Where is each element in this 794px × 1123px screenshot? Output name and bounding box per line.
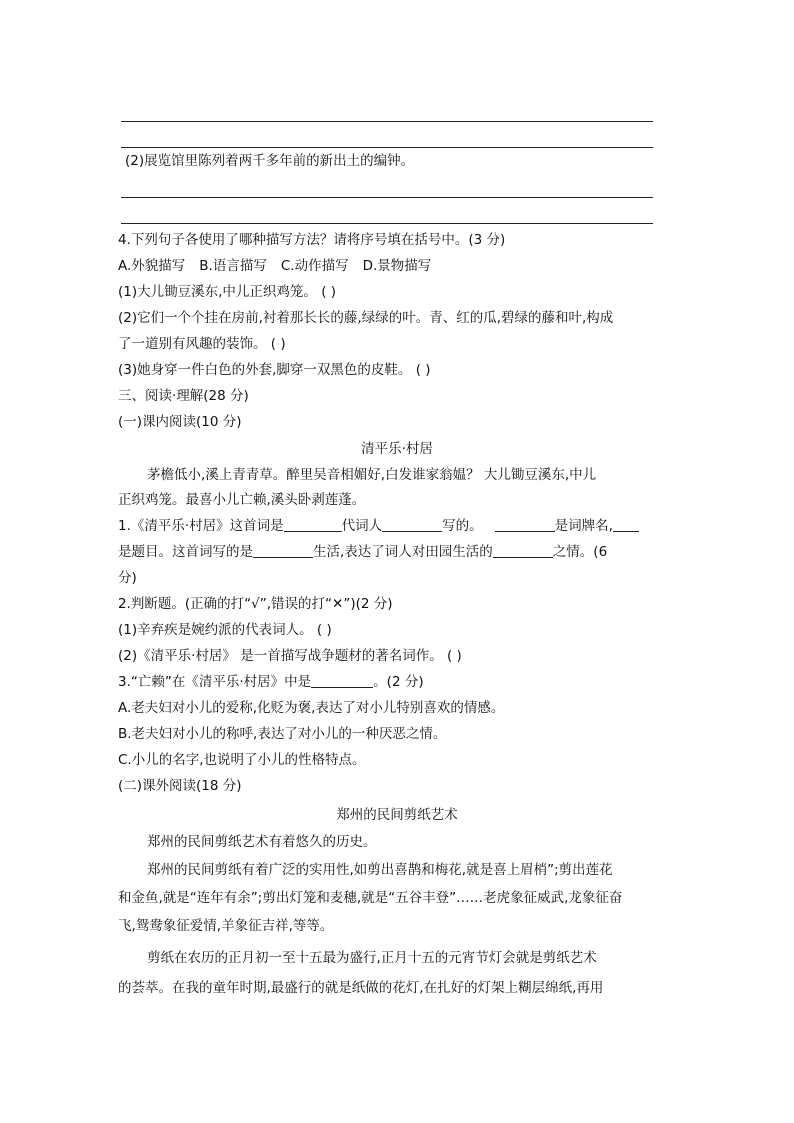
answer-line[interactable] bbox=[121, 121, 653, 122]
option-a[interactable]: A.老夫妇对小儿的爱称,化贬为褒,表达了对小儿特别喜欢的情感。 bbox=[118, 700, 505, 716]
question-1 bbox=[118, 516, 639, 536]
blank[interactable] bbox=[253, 543, 313, 558]
option-c[interactable]: C.小儿的名字,也说明了小儿的性格特点。 bbox=[118, 752, 366, 768]
question-1-text: 是题目。这首词写的是 bbox=[118, 544, 253, 560]
question-3-text: 3.“亡赖”在《清平乐·村居》中是 bbox=[118, 674, 312, 690]
part-heading: (二)课外阅读(18 分) bbox=[118, 778, 242, 794]
answer-line[interactable] bbox=[121, 223, 653, 224]
article-paragraph: 郑州的民间剪纸艺术有着悠久的历史。 bbox=[147, 834, 377, 850]
article-title: 郑州的民间剪纸艺术 bbox=[336, 807, 458, 823]
answer-line[interactable] bbox=[121, 197, 653, 198]
question-2-item[interactable]: (1)辛弃疾是婉约派的代表词人。 ( ) bbox=[118, 622, 332, 638]
article-paragraph-line: 和金鱼,就是“连年有余”;剪出灯笼和麦穗,就是“五谷丰登”……老虎象征威武,龙象征奋 bbox=[118, 890, 623, 906]
article-paragraph-line: 飞,鸳鸯象征爱情,羊象征吉祥,等等。 bbox=[118, 918, 334, 934]
question-1-text: 是词牌名, bbox=[554, 518, 613, 534]
question-4-item-cont[interactable]: 了一道别有风趣的装饰。 ( ) bbox=[118, 336, 286, 352]
blank[interactable] bbox=[613, 517, 639, 532]
question-1 bbox=[118, 542, 607, 562]
question-1-text: 生活,表达了词人对田园生活的 bbox=[313, 544, 493, 560]
blank[interactable] bbox=[382, 517, 442, 532]
question-3-text: 。(2 分) bbox=[373, 674, 424, 690]
question-1-text: 1.《清平乐·村居》这首词是 bbox=[118, 518, 284, 534]
question-4-item[interactable]: (1)大儿锄豆溪东,中儿正织鸡笼。 ( ) bbox=[118, 284, 337, 300]
question-3 bbox=[118, 672, 424, 692]
poem-line: 正织鸡笼。最喜小儿亡赖,溪头卧剥莲蓬。 bbox=[118, 492, 366, 508]
question-1-text: 写的。 bbox=[442, 518, 483, 534]
question-4-item[interactable]: (2)它们一个个挂在房前,衬着那长长的藤,绿绿的叶。青、红的瓜,碧绿的藤和叶,构成 bbox=[118, 310, 614, 326]
blank[interactable] bbox=[495, 517, 555, 532]
option-c: C.动作描写 bbox=[280, 258, 349, 274]
poem-title: 清平乐·村居 bbox=[361, 441, 433, 457]
question-1-text: 之情。(6 bbox=[552, 544, 608, 560]
blank[interactable] bbox=[311, 673, 373, 688]
part-heading: (一)课内阅读(10 分) bbox=[118, 414, 242, 430]
question-4-options bbox=[118, 256, 431, 276]
answer-line[interactable] bbox=[121, 147, 653, 148]
question-4-stem: 4.下列句子各使用了哪种描写方法？请将序号填在括号中。(3 分) bbox=[118, 232, 506, 248]
question-4-item[interactable]: (3)她身穿一件白色的外套,脚穿一双黑色的皮鞋。 ( ) bbox=[118, 362, 431, 378]
blank[interactable] bbox=[284, 517, 342, 532]
option-a: A.外貌描写 bbox=[118, 258, 186, 274]
option-b[interactable]: B.老夫妇对小儿的称呼,表达了对小儿的一种厌恶之情。 bbox=[118, 726, 447, 742]
article-paragraph: 剪纸在农历的正月初一至十五最为盛行,正月十五的元宵节灯会就是剪纸艺术 bbox=[147, 950, 597, 966]
article-paragraph-line: 的荟萃。在我的童年时期,最盛行的就是纸做的花灯,在扎好的灯架上糊层绵纸,再用 bbox=[118, 980, 604, 996]
question-2-item[interactable]: (2)《清平乐·村居》 是一首描写战争题材的著名词作。 ( ) bbox=[118, 648, 462, 664]
question-1-text: 代词人 bbox=[341, 518, 383, 534]
blank[interactable] bbox=[493, 543, 553, 558]
section-heading: 三、阅读·理解(28 分) bbox=[118, 388, 249, 404]
question-2-stem: 2.判断题。(正确的打“√”,错误的打“✕”)(2 分) bbox=[118, 596, 393, 612]
option-d: D.景物描写 bbox=[362, 258, 432, 274]
question-sub-item: (2)展览馆里陈列着两千多年前的新出土的编钟。 bbox=[125, 153, 415, 169]
poem-line: 茅檐低小,溪上青青草。醉里吴音相媚好,白发谁家翁媪？ 大儿锄豆溪东,中儿 bbox=[147, 467, 597, 483]
option-b: B.语言描写 bbox=[199, 258, 267, 274]
question-1-text: 分) bbox=[118, 570, 137, 586]
article-paragraph: 郑州的民间剪纸有着广泛的实用性,如剪出喜鹊和梅花,就是喜上眉梢”;剪出莲花 bbox=[147, 862, 613, 878]
